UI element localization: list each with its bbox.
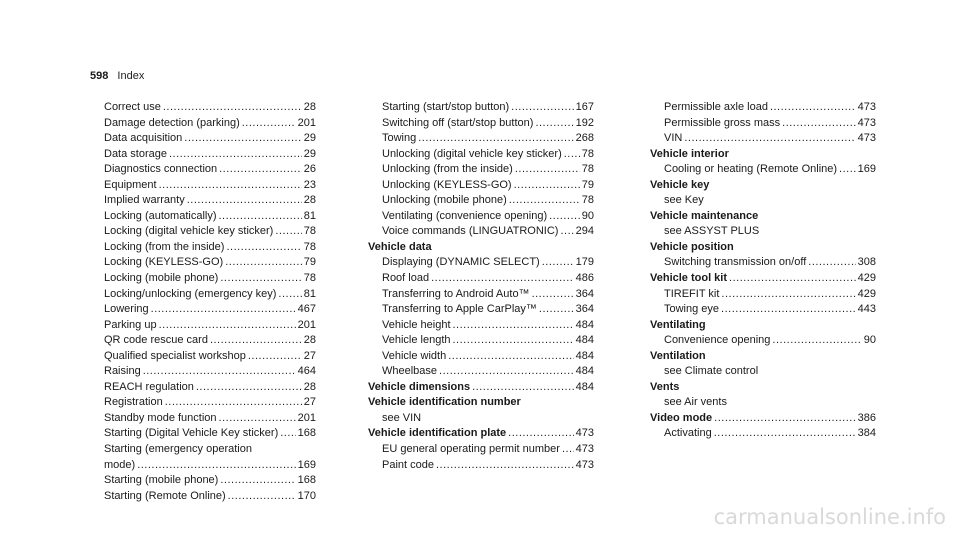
page-reference: 308 — [857, 256, 876, 269]
index-entry — [368, 364, 594, 380]
index-heading — [650, 240, 876, 256]
index-column-2 — [368, 100, 594, 473]
dot-leader — [280, 426, 295, 442]
section-title: Index — [117, 70, 145, 82]
dot-leader — [514, 178, 580, 194]
index-term: Qualified specialist workshop — [104, 349, 246, 362]
dot-leader — [515, 162, 580, 178]
page-reference: 484 — [575, 380, 594, 393]
index-term: Voice commands (LINGUATRONIC) — [382, 225, 559, 238]
index-entry — [90, 458, 316, 474]
index-term: see VIN — [382, 411, 422, 424]
dot-leader — [782, 116, 856, 132]
index-term: Vehicle tool kit — [650, 272, 728, 285]
page-reference: 90 — [581, 209, 594, 222]
index-term: Displaying (DYNAMIC SELECT) — [382, 256, 540, 269]
dot-leader — [219, 209, 302, 225]
page-reference: 168 — [297, 427, 316, 440]
index-entry — [368, 162, 594, 178]
dot-leader — [772, 333, 861, 349]
page-reference: 294 — [575, 225, 594, 238]
index-entry — [650, 100, 876, 116]
page-reference: 28 — [303, 334, 316, 347]
index-term: Locking (KEYLESS-GO) — [104, 256, 224, 269]
page-reference: 27 — [303, 349, 316, 362]
index-column-1 — [90, 100, 316, 504]
page-reference: 26 — [303, 163, 316, 176]
index-entry — [90, 364, 316, 380]
page-reference: 81 — [303, 209, 316, 222]
index-entry — [368, 442, 594, 458]
index-entry — [368, 224, 594, 240]
index-entry — [368, 178, 594, 194]
dot-leader — [248, 349, 302, 365]
dot-leader — [196, 380, 302, 396]
index-term: Starting (mobile phone) — [104, 474, 219, 487]
page-reference: 169 — [857, 163, 876, 176]
dot-leader — [721, 302, 856, 318]
index-entry — [90, 473, 316, 489]
page-reference: 179 — [575, 256, 594, 269]
index-term: Vehicle length — [382, 334, 451, 347]
dot-leader — [219, 162, 302, 178]
page-header — [90, 70, 144, 82]
index-term: Permissible gross mass — [664, 116, 781, 129]
page-reference: 78 — [303, 240, 316, 253]
dot-leader — [210, 333, 302, 349]
dot-leader — [560, 224, 573, 240]
page-reference: 28 — [303, 194, 316, 207]
index-term: Transferring to Apple CarPlay™ — [382, 303, 537, 316]
index-entry — [90, 318, 316, 334]
index-term: Raising — [104, 365, 141, 378]
index-entry — [90, 224, 316, 240]
watermark: carmanualsonline.info — [713, 505, 946, 529]
page-reference: 484 — [575, 349, 594, 362]
dot-leader — [184, 131, 301, 147]
index-term: Convenience opening — [664, 334, 771, 347]
index-term: Ventilating (convenience opening) — [382, 209, 548, 222]
page-reference: 201 — [297, 116, 316, 129]
index-entry — [368, 333, 594, 349]
page-reference: 81 — [303, 287, 316, 300]
page-reference: 169 — [297, 458, 316, 471]
index-term: REACH regulation — [104, 380, 194, 393]
index-heading — [650, 349, 876, 365]
index-column-3 — [650, 100, 876, 442]
index-entry — [368, 100, 594, 116]
dot-leader — [187, 193, 302, 209]
index-term: Vehicle data — [368, 240, 432, 253]
index-entry — [368, 116, 594, 132]
index-entry — [90, 131, 316, 147]
dot-leader — [721, 287, 855, 303]
index-entry — [90, 411, 316, 427]
index-term: Locking (mobile phone) — [104, 272, 219, 285]
dot-leader — [163, 100, 302, 116]
index-term: EU general operating permit number — [382, 443, 560, 456]
index-term: Paint code — [382, 458, 434, 471]
page-reference: 364 — [575, 303, 594, 316]
index-term: Towing eye — [664, 303, 720, 316]
index-term: Registration — [104, 396, 163, 409]
dot-leader — [137, 458, 295, 474]
index-entry — [368, 349, 594, 365]
index-term: Damage detection (parking) — [104, 116, 240, 129]
index-entry — [650, 333, 876, 349]
page-reference: 170 — [297, 489, 316, 502]
dot-leader — [453, 333, 574, 349]
index-entry — [90, 489, 316, 505]
index-entry — [90, 333, 316, 349]
dot-leader — [562, 442, 574, 458]
index-heading — [650, 147, 876, 163]
index-term: Ventilating — [650, 318, 706, 331]
index-term: Roof load — [382, 272, 430, 285]
dot-leader — [729, 271, 856, 287]
index-term: Vehicle identification number — [368, 396, 521, 409]
index-entry — [90, 380, 316, 396]
index-term: Vehicle identification plate — [368, 427, 507, 440]
index-term: Transferring to Android Auto™ — [382, 287, 530, 300]
index-entry — [368, 271, 594, 287]
page-reference: 486 — [575, 272, 594, 285]
page-reference: 79 — [303, 256, 316, 269]
index-term: Starting (start/stop button) — [382, 101, 510, 113]
index-entry — [90, 287, 316, 303]
dot-leader — [714, 426, 856, 442]
index-entry — [90, 349, 316, 365]
index-entry — [90, 302, 316, 318]
dot-leader — [453, 318, 574, 334]
index-term: Correct use — [104, 101, 161, 113]
index-entry — [368, 147, 594, 163]
index-term: Vehicle width — [382, 349, 447, 362]
dot-leader — [278, 287, 301, 303]
index-heading — [368, 240, 594, 256]
index-heading — [650, 411, 876, 427]
index-entry — [90, 209, 316, 225]
page-reference: 473 — [575, 443, 594, 456]
index-term: Locking/unlocking (emergency key) — [104, 287, 277, 300]
page-reference: 78 — [581, 147, 594, 160]
index-entry — [90, 147, 316, 163]
dot-leader — [220, 271, 301, 287]
index-heading — [650, 178, 876, 194]
index-term: VIN — [664, 132, 683, 145]
index-heading — [368, 426, 594, 442]
dot-leader — [535, 116, 573, 132]
dot-leader — [165, 395, 302, 411]
index-entry — [90, 162, 316, 178]
index-term: Towing — [382, 132, 417, 145]
page-reference: 201 — [297, 411, 316, 424]
dot-leader — [143, 364, 296, 380]
index-term: Standby mode function — [104, 411, 217, 424]
page-reference: 78 — [303, 225, 316, 238]
index-term: see Key — [664, 194, 704, 207]
index-entry — [650, 426, 876, 442]
index-term: Permissible axle load — [664, 101, 768, 113]
index-term: Locking (from the inside) — [104, 240, 225, 253]
page-reference: 29 — [303, 132, 316, 145]
index-term: Video mode — [650, 411, 713, 424]
index-entry — [368, 287, 594, 303]
index-term: see Climate control — [664, 365, 759, 378]
dot-leader — [242, 116, 296, 132]
dot-leader — [448, 349, 573, 365]
index-entry — [90, 240, 316, 256]
index-term: Vehicle position — [650, 240, 734, 253]
dot-leader — [808, 255, 855, 271]
index-entry — [368, 131, 594, 147]
dot-leader — [532, 287, 574, 303]
index-term: Vehicle maintenance — [650, 209, 759, 222]
dot-leader — [472, 380, 574, 396]
index-term: Vehicle dimensions — [368, 380, 471, 393]
page-reference: 429 — [857, 272, 876, 285]
page-reference: 484 — [575, 318, 594, 331]
page-reference: 78 — [303, 272, 316, 285]
index-entry — [90, 271, 316, 287]
page-reference: 484 — [575, 365, 594, 378]
dot-leader — [151, 302, 296, 318]
index-entry — [368, 458, 594, 474]
index-term: Vehicle interior — [650, 147, 729, 160]
index-entry — [650, 395, 876, 411]
page-reference: 78 — [581, 163, 594, 176]
page-reference: 23 — [303, 178, 316, 191]
dot-leader — [228, 489, 296, 505]
dot-leader — [839, 162, 856, 178]
dot-leader — [169, 147, 302, 163]
index-entry — [90, 442, 316, 458]
index-entry — [368, 302, 594, 318]
dot-leader — [225, 255, 302, 271]
index-term: Implied warranty — [104, 194, 185, 207]
dot-leader — [219, 411, 296, 427]
dot-leader — [159, 318, 296, 334]
index-term: Locking (automatically) — [104, 209, 217, 222]
page-reference: 473 — [857, 101, 876, 113]
page-reference: 27 — [303, 396, 316, 409]
dot-leader — [418, 131, 573, 147]
index-term: Unlocking (from the inside) — [382, 163, 513, 176]
page-reference: 167 — [575, 101, 594, 113]
index-entry — [90, 193, 316, 209]
page-number: 598 — [90, 70, 109, 82]
index-term: Unlocking (KEYLESS-GO) — [382, 178, 512, 191]
index-entry — [650, 302, 876, 318]
dot-leader — [509, 193, 580, 209]
index-entry — [650, 162, 876, 178]
page-reference: 168 — [297, 474, 316, 487]
index-term: TIREFIT kit — [664, 287, 720, 300]
index-term: Unlocking (mobile phone) — [382, 194, 507, 207]
index-term: Lowering — [104, 303, 149, 316]
dot-leader — [714, 411, 855, 427]
index-term: Switching transmission on/off — [664, 256, 807, 269]
index-term: Starting (emergency operation — [104, 443, 252, 456]
dot-leader — [439, 364, 574, 380]
index-entry — [368, 318, 594, 334]
index-heading — [650, 271, 876, 287]
page-reference: 443 — [857, 303, 876, 316]
index-heading — [650, 209, 876, 225]
page-reference: 464 — [297, 365, 316, 378]
dot-leader — [542, 255, 574, 271]
page-reference: 384 — [857, 427, 876, 440]
index-heading — [368, 395, 594, 411]
dot-leader — [436, 458, 574, 474]
index-term: Data storage — [104, 147, 167, 160]
page-reference: 268 — [575, 132, 594, 145]
dot-leader — [511, 100, 573, 116]
index-term: Data acquisition — [104, 132, 183, 145]
index-entry — [368, 255, 594, 271]
index-term: see ASSYST PLUS — [664, 225, 760, 238]
page-reference: 473 — [575, 427, 594, 440]
page-reference: 192 — [575, 116, 594, 129]
page-reference: 201 — [297, 318, 316, 331]
index-entry — [368, 209, 594, 225]
page-reference: 484 — [575, 334, 594, 347]
index-entry — [368, 411, 594, 427]
page-reference: 90 — [863, 334, 876, 347]
page-reference: 386 — [857, 411, 876, 424]
index-entry — [650, 364, 876, 380]
dot-leader — [564, 147, 580, 163]
index-entry — [650, 116, 876, 132]
index-term: Switching off (start/stop button) — [382, 116, 534, 129]
index-heading — [650, 318, 876, 334]
dot-leader — [275, 224, 301, 240]
page-reference: 29 — [303, 147, 316, 160]
page-reference: 78 — [581, 194, 594, 207]
index-entry — [90, 426, 316, 442]
dot-leader — [220, 473, 295, 489]
index-term: Starting (Digital Vehicle Key sticker) — [104, 427, 279, 440]
page-reference: 429 — [857, 287, 876, 300]
dot-leader — [549, 209, 580, 225]
index-term: QR code rescue card — [104, 334, 208, 347]
dot-leader — [226, 240, 301, 256]
page-reference: 473 — [857, 132, 876, 145]
index-term: Vehicle height — [382, 318, 451, 331]
index-entry — [90, 116, 316, 132]
index-entry — [650, 131, 876, 147]
index-term: Cooling or heating (Remote Online) — [664, 163, 838, 176]
index-term: Parking up — [104, 318, 157, 331]
page-reference: 473 — [857, 116, 876, 129]
index-entry — [650, 224, 876, 240]
index-entry — [90, 255, 316, 271]
index-heading — [368, 380, 594, 396]
index-term: mode) — [104, 458, 136, 471]
page-reference: 79 — [581, 178, 594, 191]
index-term: Vents — [650, 380, 680, 393]
index-entry — [650, 193, 876, 209]
index-heading — [650, 380, 876, 396]
index-term: Equipment — [104, 178, 157, 191]
dot-leader — [684, 131, 855, 147]
page-reference: 28 — [303, 380, 316, 393]
index-entry — [650, 255, 876, 271]
page-reference: 473 — [575, 458, 594, 471]
index-term: Ventilation — [650, 349, 706, 362]
index-term: Vehicle key — [650, 178, 710, 191]
dot-leader — [770, 100, 856, 116]
index-term: Wheelbase — [382, 365, 438, 378]
index-term: Activating — [664, 427, 712, 440]
dot-leader — [159, 178, 302, 194]
page-reference: 28 — [303, 101, 316, 113]
index-term: Diagnostics connection — [104, 163, 218, 176]
dot-leader — [431, 271, 574, 287]
page-reference: 467 — [297, 303, 316, 316]
index-entry — [90, 100, 316, 116]
index-entry — [650, 287, 876, 303]
index-term: Unlocking (digital vehicle key sticker) — [382, 147, 562, 160]
dot-leader — [508, 426, 573, 442]
index-entry — [368, 193, 594, 209]
page-reference: 364 — [575, 287, 594, 300]
index-term: see Air vents — [664, 396, 727, 409]
index-entry — [90, 395, 316, 411]
index-entry — [90, 178, 316, 194]
index-term: Locking (digital vehicle key sticker) — [104, 225, 274, 238]
index-term: Starting (Remote Online) — [104, 489, 226, 502]
dot-leader — [539, 302, 574, 318]
